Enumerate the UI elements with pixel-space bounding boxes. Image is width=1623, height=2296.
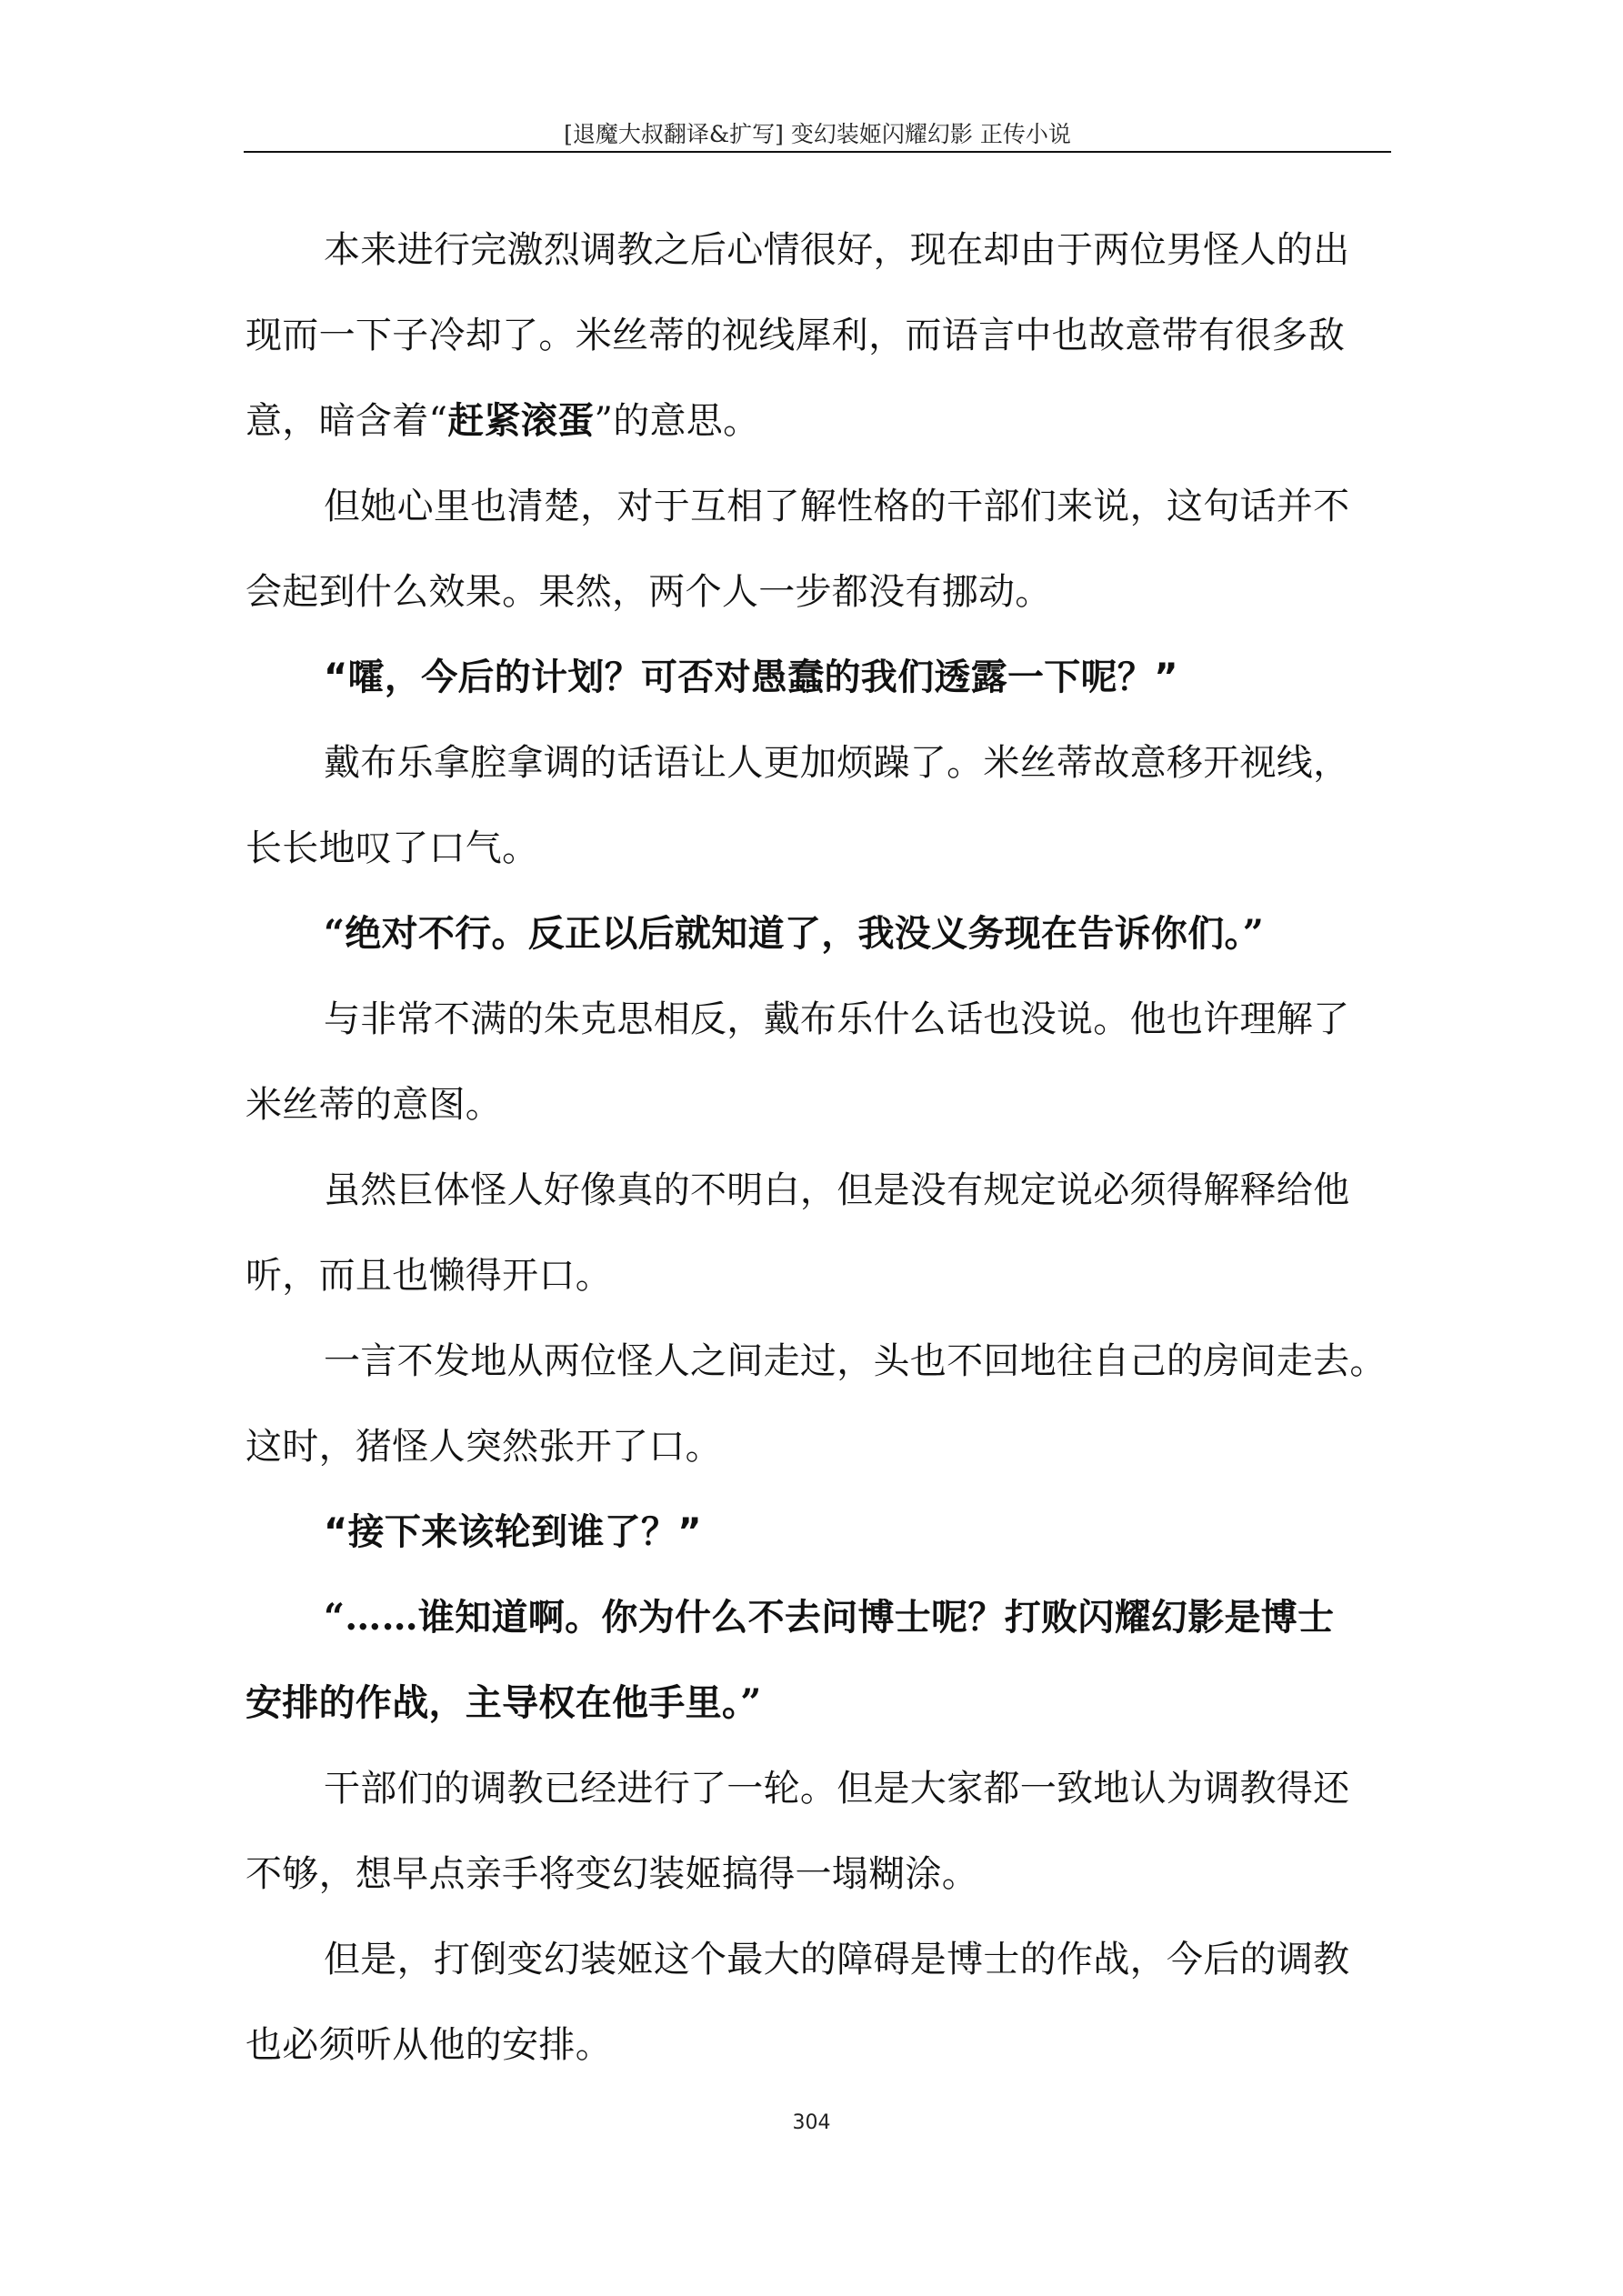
running-header: [退魔大叔翻译&扩写] 变幻装姬闪耀幻影 正传小说 [564,121,1071,147]
text-segment: 意，暗含着“ [245,400,448,442]
page-number: 304 [792,2111,831,2134]
text-line: 现而一下子冷却了。米丝蒂的视线犀利，而语言中也故意带有很多敌 [245,315,1345,356]
text-line: 干部们的调教已经进行了一轮。但是大家都一致地认为调教得还 [324,1768,1350,1810]
text-line: 这时，猪怪人突然张开了口。 [245,1426,722,1468]
text-line: 一言不发地从两位怪人之间走过，头也不回地往自己的房间走去。 [324,1340,1387,1382]
text-line: 听，而且也懒得开口。 [245,1255,612,1297]
text-line: 不够，想早点亲手将变幻装姬搞得一塌糊涂。 [245,1853,978,1895]
dialogue-line: “接下来该轮到谁了？” [324,1511,702,1553]
text-line [245,378,1408,464]
text-line: 戴布乐拿腔拿调的话语让人更加烦躁了。米丝蒂故意移开视线， [324,742,1350,784]
text-line: 但她心里也清楚，对于互相了解性格的干部们来说，这句话并不 [324,486,1350,527]
emphasized-phrase: 赶紧滚蛋 [447,399,595,442]
text-line: 长长地叹了口气。 [245,827,539,869]
dialogue-line: “嚯，今后的计划？可否对愚蠢的我们透露一下呢？” [324,657,1178,698]
text-line: 也必须听从他的安排。 [245,2024,612,2066]
text-line: 与非常不满的朱克思相反，戴布乐什么话也没说。他也许理解了 [324,998,1350,1040]
dialogue-line: “……谁知道啊。你为什么不去问博士呢？打败闪耀幻影是博士 [324,1596,1335,1639]
text-line: 虽然巨体怪人好像真的不明白，但是没有规定说必须得解释给他 [324,1169,1350,1211]
page-body [245,207,1408,2088]
header-rule [244,151,1391,153]
text-line: 但是，打倒变幻装姬这个最大的障碍是博士的作战，今后的调教 [324,1939,1350,1980]
text-line: 会起到什么效果。果然，两个人一步都没有挪动。 [245,571,1052,613]
text-segment: ”的意思。 [594,400,760,442]
dialogue-line: “绝对不行。反正以后就知道了，我没义务现在告诉你们。” [324,912,1265,955]
text-line: 米丝蒂的意图。 [245,1084,503,1126]
text-line: 本来进行完激烈调教之后心情很好，现在却由于两位男怪人的出 [324,229,1350,271]
dialogue-line: 安排的作战，主导权在他手里。” [245,1681,762,1724]
